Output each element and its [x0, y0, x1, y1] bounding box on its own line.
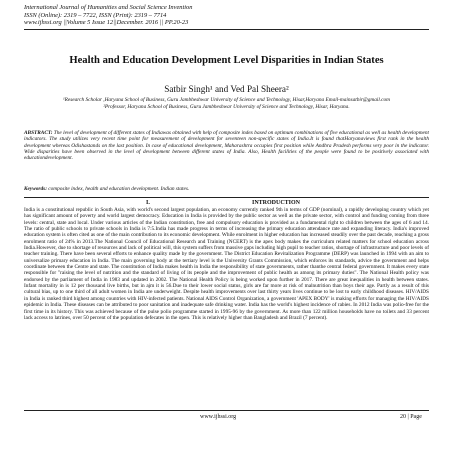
section-number: I.: [146, 200, 150, 206]
author-affiliations: [24, 97, 429, 110]
paper-title: Health and Education Development Level Disparities in Indian States: [69, 55, 384, 66]
body-text: India is a constitutional republic in South Asia, with world's second largest population, an economy currently ranked 9th in terms of GDP (nominal), a rapidly developing country which yet has significant amount of poverty and world largest democracy. Education in India is provided by the public sector as well as the private sector, with control and funding coming from three levels: central, state and local. Under various articles of the Indian constitution, free and compulsory education is provided as a fundamental right to children between the ages of 6 and 14. The ratio of public schools to private schools in India is 7:5.India has made progress in terms of increasing the primary education attendance rate and expanding literacy. India's improved education system is often cited as one of the main contribution to its economic development. While enrolment in higher education has increased steadily over the past decade, reaching a gross enrolment ratio of 24% in 2013.The National Council of Educational Research and Training (NCERT) is the apex body makes the curriculum related matters for school education across India.However, due to shortage of resources and lack of political will, this system suffers from massive gaps including high pupil to teacher ratios, shortage of infrastructure and poor levels of teacher training. There have been several efforts to enhance quality made by the government. The District Education Revitalization Programme (DERP) was launched in 1994 with an aim to universalize primary education in India. The main governing body at the tertiary level is the University Grants Commission, which enforces its standards, advice the government and helps coordinate between the Centre and state. The constitution of India makes health in India the responsibility of state governments, rather thanthe central federal government. It makes every state responsible for "raising the level of nutrition and the standard of living of its people and the improvement of public health as among its primary duties". The National Health policy was endorsed by the parliament of India in 1983 and updated in 2002. The National Health Policy is being worked upon further in 2017. There are great inequalities in health between states. Infant mortality in is 12 per thousand live births, but in ajm it is 56.Due to their lower social status, girls are far more at risk of malnutrition than boys their age. Partly as a result of this cultural bias, up to one third of all adult women in India are underweight. Despite health improvements over last thirty years lives continue to be lost to early childhood diseases. HIV/AIDS in India is ranked third highest among countries with HIV-infected patients. National AIDS Control Organization, a government 'APEX BODY' is making efforts for managing the HIV/AIDS epidemic in India. These diseases can be attributed to poor sanitation and inadequate safe drinking water. India has the world's highest incidence of rabies. In 2012 India was polio-free for the first time in its history. This was achieved because of the pulse polio programme started in 1995-96 by the government. As more than 122 million households have no toilets and 33 percent lack access to latrines, over 50 percent of the population defecates in the open. This is relatively higher than Bangladesh and Brazil (7 percent).: [24, 207, 429, 321]
keywords: [24, 186, 429, 192]
section-rule: [24, 197, 429, 198]
journal-issue: www.ijhssi.org ||Volume 5 Issue 12||December. 2016 || PP.20-23: [24, 19, 189, 27]
section-title: INTRODUCTION: [252, 200, 301, 206]
journal-issn: ISSN (Online): 2319 – 7722, ISSN (Print): 2319 – 7714: [24, 11, 167, 19]
abstract-text: The level of development of different states of Indiawas obtained with help of composite index based on optimum combinations of five educational as well as health development indicators. The study utilizes very recent time point for measurement of development for seventeen non-specific states of India.It is found thatHaryanaviews first rank in the health development whereas Odishastands on the last position. In case of educational development, Maharashtra occupies first position while Andhra Pradesh performs very poor in the indicator. Wide disparities have been observed in the level of development between different states of India. Also, Health facilities of the people were found to be positively associated with educationdevelopment.: [24, 130, 429, 162]
footer-page-number: 20 | Page: [400, 414, 422, 420]
abstract: [24, 130, 429, 161]
affiliation-2: ²Professor, Haryana School of Business, Guru Jambheshwar University of Science and Technology, Hisar, Haryana.: [103, 103, 350, 110]
journal-header: [24, 4, 429, 27]
keywords-label: Keywords:: [24, 186, 47, 192]
affiliation-1: ¹Research Scholar ,Haryana School of Business, Guru Jambheshwar University of Science and Technology, Hisar,Haryana Email-mainsatbir@gmail.com: [63, 97, 390, 103]
header-rule: [24, 29, 429, 30]
footer-site-link[interactable]: www.ijhssi.org: [200, 414, 237, 420]
keywords-text: composite index, health and education development. Indian states.: [46, 186, 190, 192]
journal-name: International Journal of Humanities and Social Science Invention: [24, 4, 193, 11]
footer-rule: [24, 410, 429, 411]
paper-authors: Satbir Singh¹ and Ved Pal Sheera²: [164, 84, 289, 94]
abstract-label: ABSTRACT:: [24, 130, 53, 136]
